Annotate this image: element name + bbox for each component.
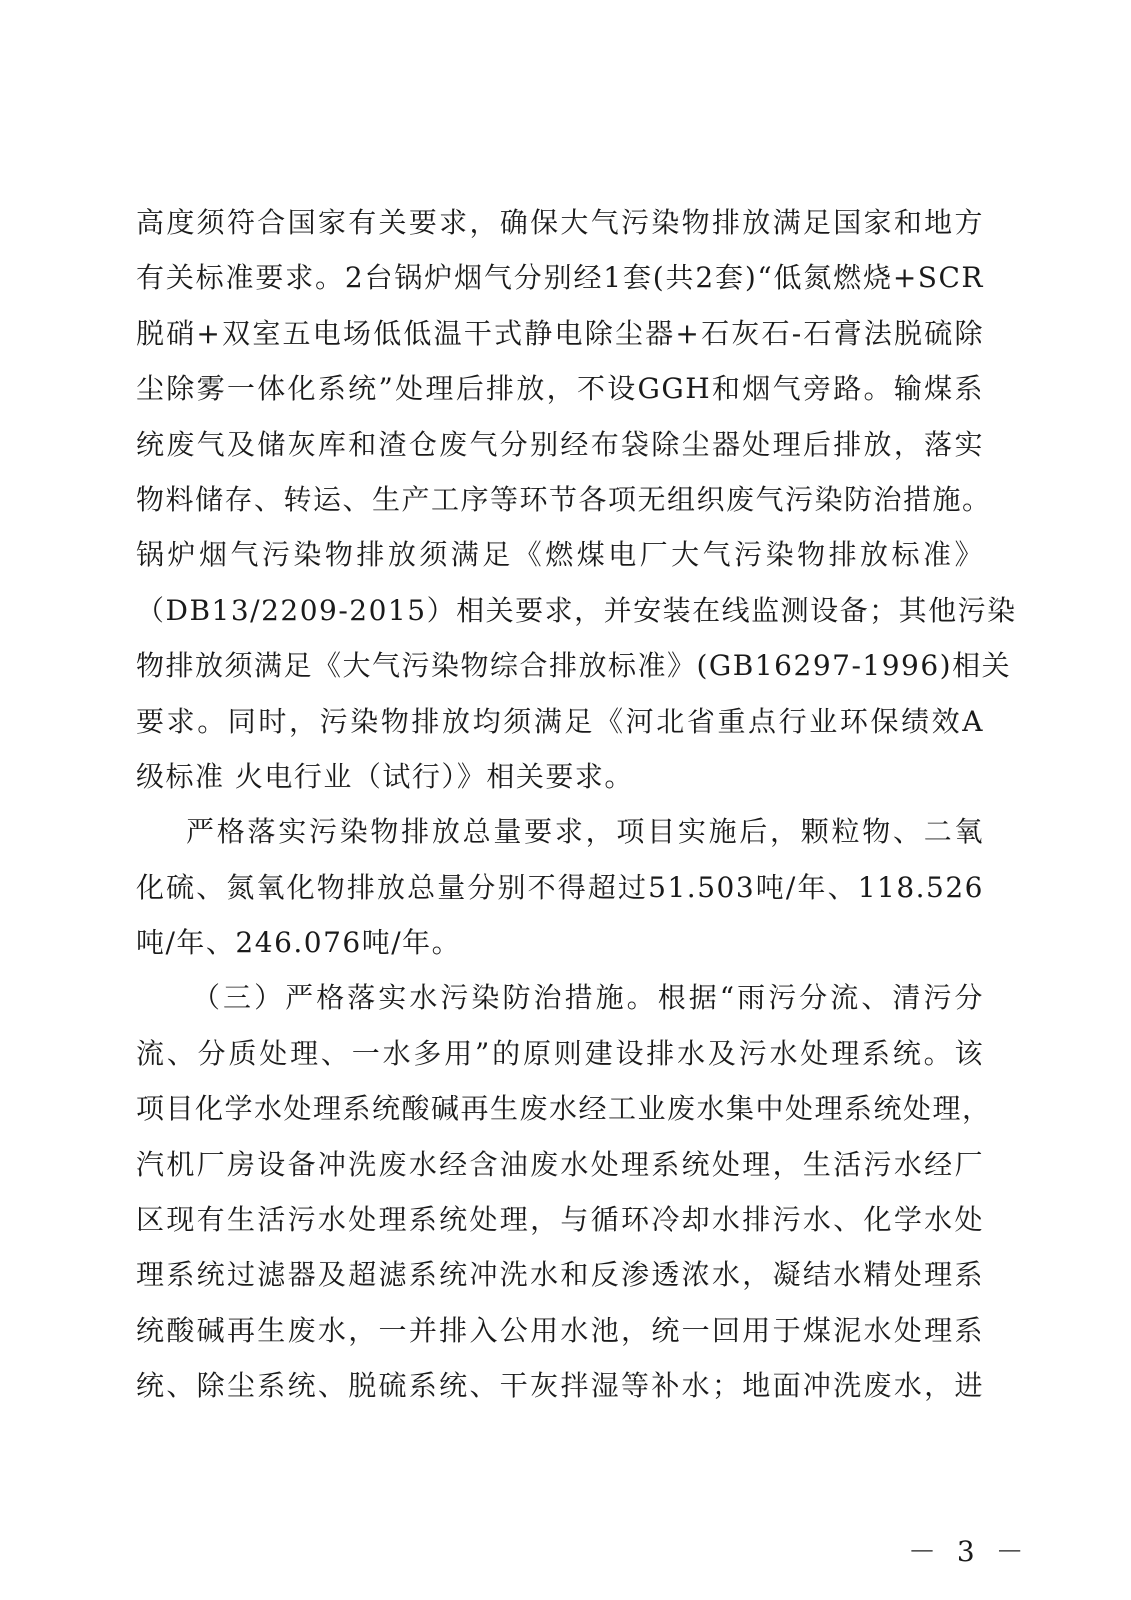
text-line: （DB13/2209-2015）相关要求，并安装在线监测设备；其他污染 [136, 593, 1017, 627]
text-line: 统、除尘系统、脱硫系统、干灰拌湿等补水；地面冲洗废水，进 [136, 1369, 984, 1403]
body-text [136, 203, 1017, 1422]
text-line: 物料储存、转运、生产工序等环节各项无组织废气污染防治措施。 [136, 482, 992, 516]
text-line: 统废气及储灰库和渣仓废气分别经布袋除尘器处理后排放，落实 [136, 427, 984, 461]
text-line: 区现有生活污水处理系统处理，与循环冷却水排污水、化学水处 [136, 1203, 984, 1237]
text-line: 吨/年、246.076吨/年。 [136, 926, 462, 960]
paragraph-water-pollution [136, 978, 992, 1421]
text-line: 统酸碱再生废水，一并排入公用水池，统一回用于煤泥水处理系 [136, 1313, 984, 1347]
text-line: 要求。同时，污染物排放均须满足《河北省重点行业环保绩效A [136, 704, 984, 738]
text-line: 尘除雾一体化系统”处理后排放，不设GGH和烟气旁路。输煤系 [136, 372, 984, 406]
text-line: 严格落实污染物排放总量要求，项目实施后，颗粒物、二氧 [186, 815, 984, 849]
text-line: 级标准 火电行业（试行）》相关要求。 [136, 759, 634, 793]
text-line: 高度须符合国家有关要求，确保大气污染物排放满足国家和地方 [136, 206, 984, 239]
text-line: （三）严格落实水污染防治措施。根据“雨污分流、清污分 [192, 981, 984, 1015]
text-line: 汽机厂房设备冲洗废水经含油废水处理系统处理，生活污水经厂 [136, 1147, 984, 1181]
text-line: 化硫、氮氧化物排放总量分别不得超过51.503吨/年、118.526 [136, 870, 984, 904]
text-line: 流、分质处理、一水多用”的原则建设排水及污水处理系统。该 [136, 1036, 984, 1070]
text-line: 项目化学水处理系统酸碱再生废水经工业废水集中处理系统处理， [136, 1092, 992, 1126]
paragraph-total-emissions [136, 812, 984, 978]
text-line: 理系统过滤器及超滤系统冲洗水和反渗透浓水，凝结水精处理系 [136, 1258, 984, 1292]
text-line: 脱硝+双室五电场低低温干式静电除尘器+石灰石-石膏法脱硫除 [136, 316, 984, 350]
text-line: 有关标准要求。2台锅炉烟气分别经1套(共2套)“低氮燃烧+SCR [136, 261, 984, 295]
paragraph-emissions-treatment [136, 203, 1017, 812]
page-number: － 3 － [908, 1535, 1030, 1568]
text-line: 物排放须满足《大气污染物综合排放标准》(GB16297-1996)相关 [136, 649, 1012, 683]
text-line: 锅炉烟气污染物排放须满足《燃煤电厂大气污染物排放标准》 [136, 538, 984, 572]
